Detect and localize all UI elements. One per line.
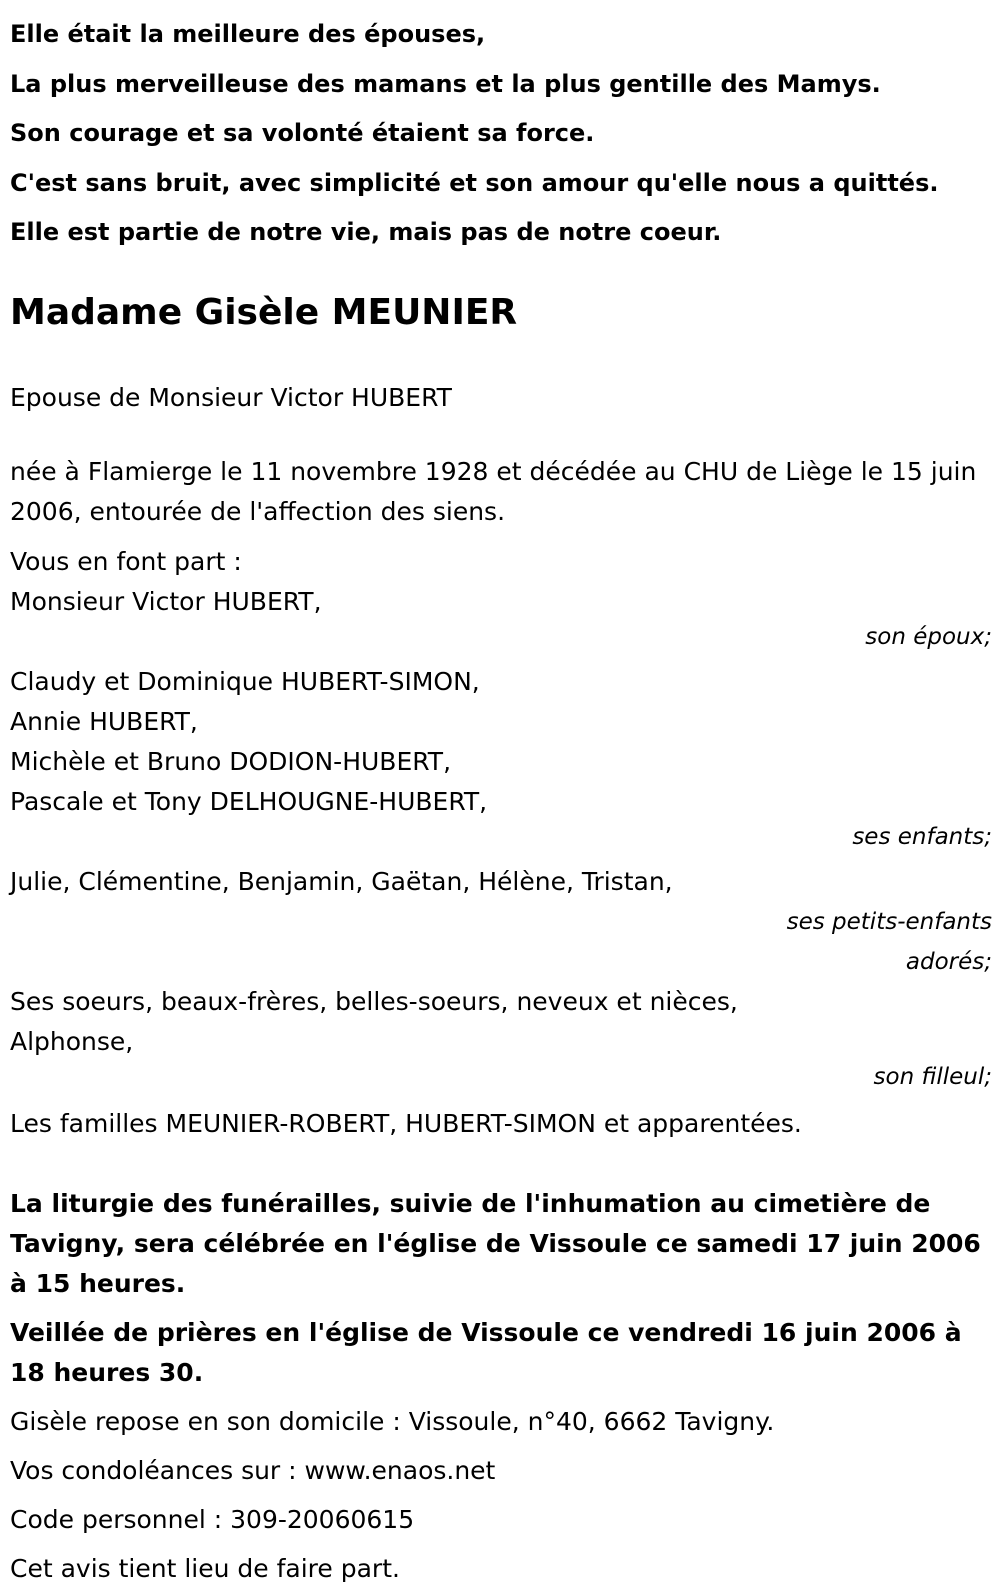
obituary-notice bbox=[10, 0, 992, 1589]
family-member: Michèle et Bruno DODION-HUBERT, bbox=[10, 746, 452, 776]
announcement-intro: Vous en font part : bbox=[10, 546, 242, 576]
poem-line: Son courage et sa volonté étaient sa force. bbox=[10, 119, 595, 147]
rest-location: Gisèle repose en son domicile : Vissoule, n°40, 6662 Tavigny. bbox=[10, 1406, 775, 1436]
family-role: son filleul; bbox=[873, 1063, 992, 1090]
deceased-name: Madame Gisèle MEUNIER bbox=[10, 291, 518, 333]
family-group-spouse bbox=[10, 582, 992, 662]
family-role: adorés; bbox=[905, 948, 992, 975]
families-line: Les familles MEUNIER-ROBERT, HUBERT-SIMON et apparentées. bbox=[10, 1108, 802, 1138]
family-role: son époux; bbox=[865, 623, 992, 650]
family-group-relatives bbox=[10, 982, 992, 1102]
family-group-grandchildren bbox=[10, 862, 992, 982]
funeral-liturgy: La liturgie des funérailles, suivie de l'inhumation au cimetière de Tavigny, sera célébrée en l'église de Vissoule ce samedi 17 juin 2006 à 15 heures. bbox=[10, 1188, 981, 1298]
birth-death-text: née à Flamierge le 11 novembre 1928 et décédée au CHU de Liège le 15 juin 2006, entourée de l'affection des siens. bbox=[10, 456, 977, 526]
poem-line: La plus merveilleuse des mamans et la plus gentille des Mamys. bbox=[10, 69, 881, 98]
poem-line: C'est sans bruit, avec simplicité et son amour qu'elle nous a quittés. bbox=[10, 168, 939, 197]
family-member: Claudy et Dominique HUBERT-SIMON, bbox=[10, 666, 480, 696]
family-member: Ses soeurs, beaux-frères, belles-soeurs, neveux et nièces, bbox=[10, 986, 738, 1016]
poem-line: Elle était la meilleure des épouses, bbox=[10, 20, 486, 48]
personal-code: Code personnel : 309-20060615 bbox=[10, 1504, 415, 1534]
spouse-line: Epouse de Monsieur Victor HUBERT bbox=[10, 382, 452, 412]
family-member: Julie, Clémentine, Benjamin, Gaëtan, Hélène, Tristan, bbox=[10, 866, 673, 896]
family-role: ses petits-enfants bbox=[786, 908, 992, 935]
family-member: Pascale et Tony DELHOUGNE-HUBERT, bbox=[10, 786, 488, 816]
poem-line: Elle est partie de notre vie, mais pas de notre coeur. bbox=[10, 218, 722, 246]
poem bbox=[10, 0, 992, 258]
family-group-children bbox=[10, 662, 992, 862]
family-member: Monsieur Victor HUBERT, bbox=[10, 586, 322, 616]
family-role: ses enfants; bbox=[852, 823, 992, 850]
notice-line: Cet avis tient lieu de faire part. bbox=[10, 1553, 400, 1583]
vigil-text: Veillée de prières en l'église de Vissoule ce vendredi 16 juin 2006 à 18 heures 30. bbox=[10, 1317, 962, 1387]
family-member: Alphonse, bbox=[10, 1026, 134, 1056]
family-member: Annie HUBERT, bbox=[10, 706, 198, 736]
condolences-line: Vos condoléances sur : www.enaos.net bbox=[10, 1455, 496, 1485]
